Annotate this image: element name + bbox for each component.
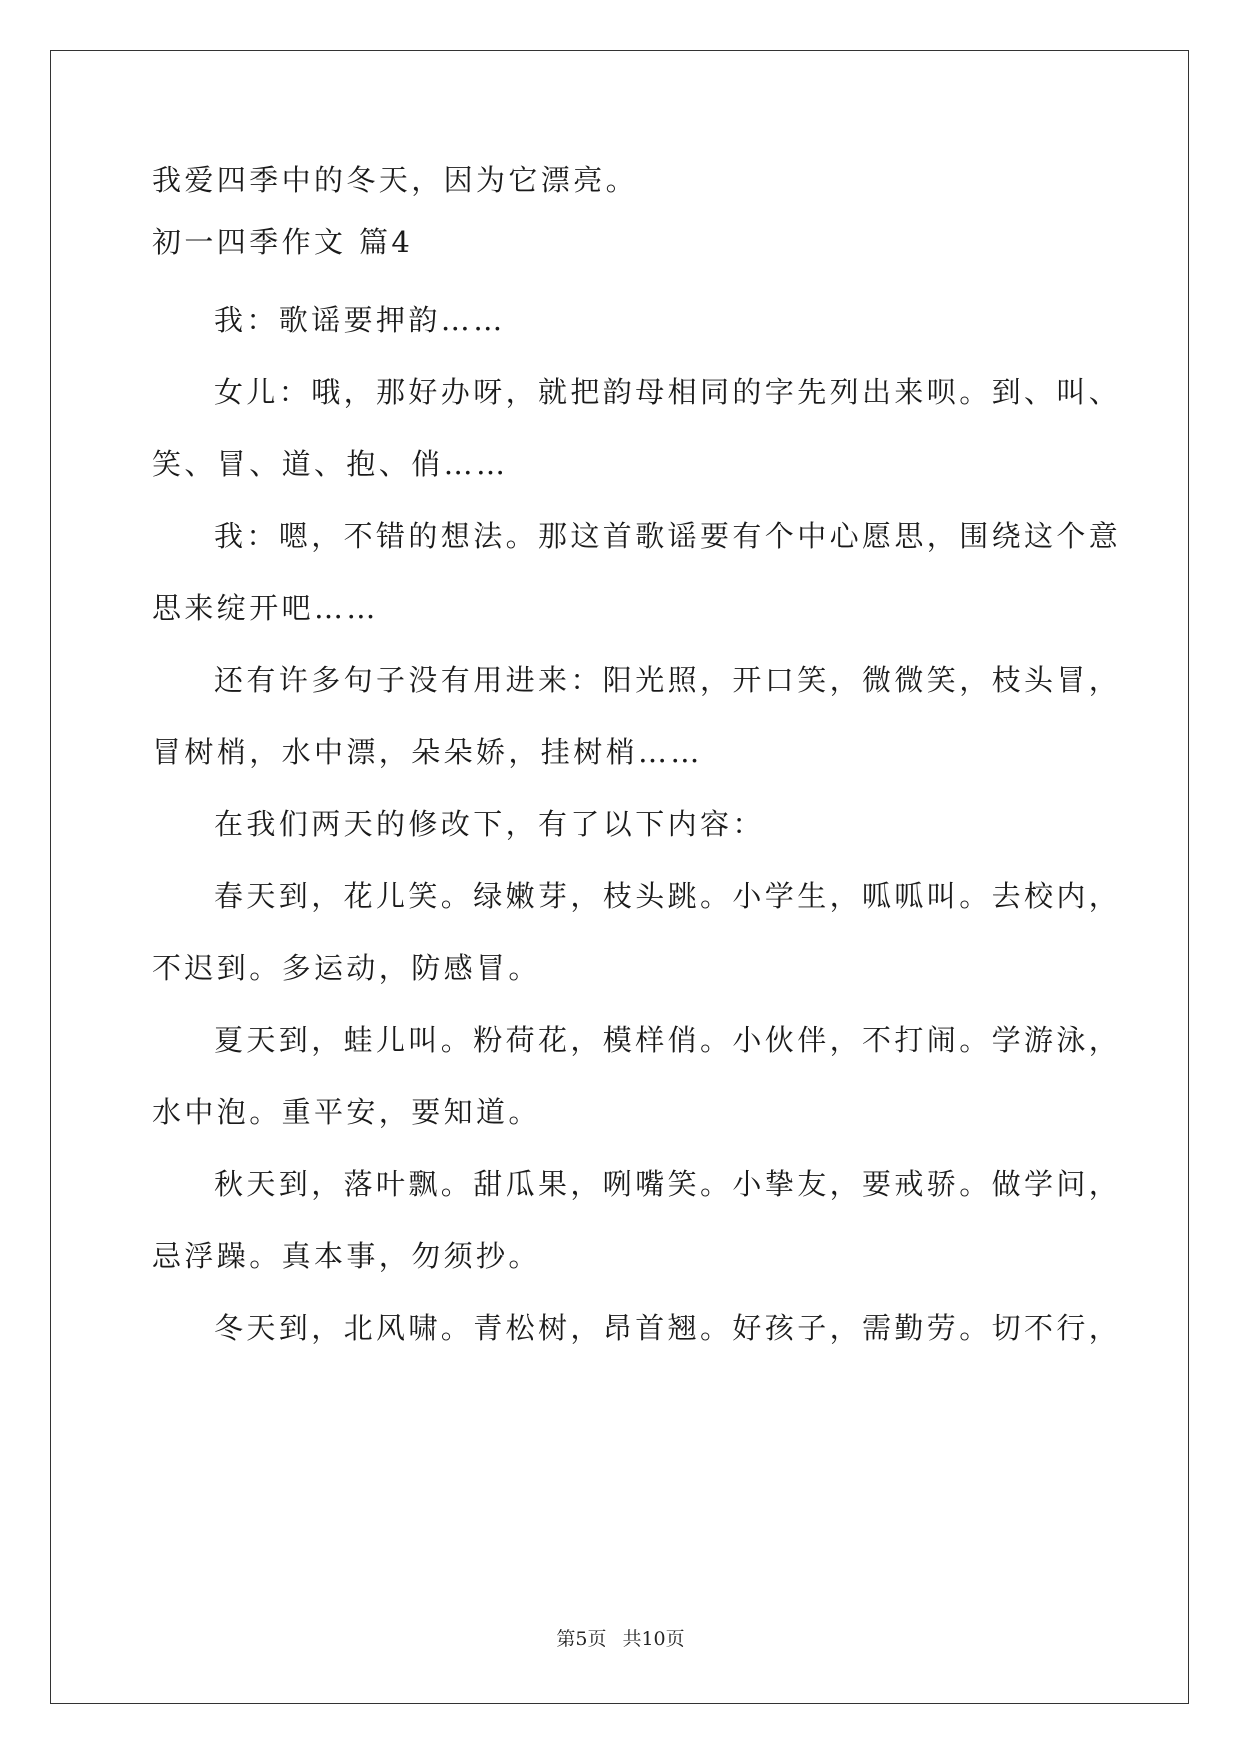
page-footer xyxy=(0,1624,1241,1651)
section-heading: 初一四季作文 篇4 xyxy=(152,225,414,259)
paragraph-line: 水中泡。重平安，要知道。 xyxy=(152,1095,541,1129)
paragraph-line: 冒树梢，水中漂，朵朵娇，挂树梢…… xyxy=(152,735,703,769)
paragraph-line: 我：歌谣要押韵…… xyxy=(214,303,506,337)
paragraph-line: 还有许多句子没有用进来：阳光照，开口笑，微微笑，枝头冒， xyxy=(214,663,1122,697)
paragraph-line: 思来绽开吧…… xyxy=(152,591,379,625)
paragraph-line: 忌浮躁。真本事，勿须抄。 xyxy=(152,1239,541,1273)
paragraph-line: 秋天到，落叶飘。甜瓜果，咧嘴笑。小挚友，要戒骄。做学问， xyxy=(214,1167,1122,1201)
paragraph-line: 女儿：哦，那好办呀，就把韵母相同的字先列出来呗。到、叫、 xyxy=(214,375,1122,409)
paragraph-line: 夏天到，蛙儿叫。粉荷花，模样俏。小伙伴，不打闹。学游泳， xyxy=(214,1023,1122,1057)
paragraph-line: 不迟到。多运动，防感冒。 xyxy=(152,951,541,985)
paragraph-line: 冬天到，北风啸。青松树，昂首翘。好孩子，需勤劳。切不行， xyxy=(214,1311,1122,1345)
paragraph-line: 我爱四季中的冬天，因为它漂亮。 xyxy=(152,163,639,197)
page-number: 第5页 xyxy=(556,1628,607,1650)
paragraph-line: 春天到，花儿笑。绿嫩芽，枝头跳。小学生，呱呱叫。去校内， xyxy=(214,879,1122,913)
paragraph-line: 笑、冒、道、抱、俏…… xyxy=(152,447,509,481)
paragraph-line: 在我们两天的修改下，有了以下内容： xyxy=(214,807,765,841)
paragraph-line: 我：嗯，不错的想法。那这首歌谣要有个中心愿思，围绕这个意 xyxy=(214,519,1122,553)
page-total: 共10页 xyxy=(622,1628,685,1650)
